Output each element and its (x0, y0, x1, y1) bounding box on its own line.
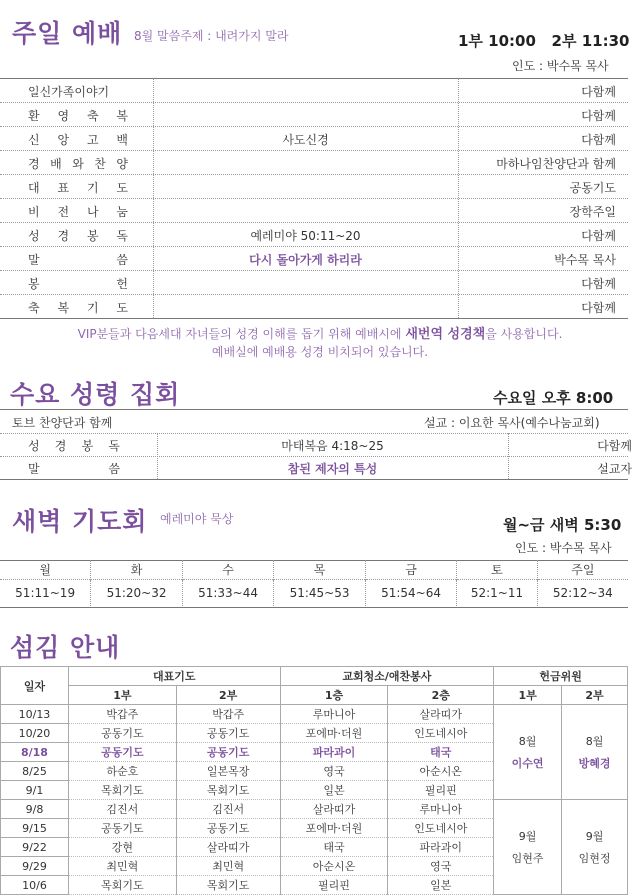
service-cell-f2: 필리핀 (388, 781, 494, 800)
service-cell-p2: 공동기도 (176, 743, 280, 762)
bible-note: VIP분들과 다음세대 자녀들의 성경 이해를 돕기 위해 예배시에 새번역 성경책을 사용합니다. (77, 327, 563, 342)
service-cell-f1: 파라과이 (280, 743, 388, 762)
wednesday-item-leader: 설교자 (597, 462, 632, 476)
service-cell-date: 9/15 (1, 819, 69, 838)
service-cell-f2: 살라띠가 (388, 705, 494, 724)
service-cell-f2: 일본 (388, 876, 494, 895)
service-cell-date: 10/6 (1, 876, 69, 895)
service-cell-f2: 루마니아 (388, 800, 494, 819)
sunday-item-leader: 다함께 (581, 109, 616, 123)
header-rep-1bu: 1부 (68, 686, 176, 705)
service-cell-date: 8/25 (1, 762, 69, 781)
service-cell-date: 9/29 (1, 857, 69, 876)
service-cell-f1: 아순시온 (280, 857, 388, 876)
service-cell-f2: 태국 (388, 743, 494, 762)
service-row (1, 800, 628, 819)
service-cell-p1: 공동기도 (68, 819, 176, 838)
sunday-item-detail: 사도신경 (282, 133, 329, 147)
dawn-day: 화 (91, 560, 183, 580)
service-cell-date: 9/1 (1, 781, 69, 800)
dawn-verse: 51:45~53 (274, 580, 366, 606)
dawn-day: 금 (365, 560, 457, 580)
service-cell-p1: 목회기도 (68, 876, 176, 895)
wednesday-title: 수요 성령 집회 (10, 380, 181, 409)
wednesday-preacher: 설교 : 이요한 목사(예수나눔교회) (424, 416, 600, 430)
service-cell-p1: 목회기도 (68, 781, 176, 800)
sunday-item-label: 대 표 기 도 (28, 181, 128, 195)
dawn-leader: 인도 : 박수목 목사 (515, 541, 612, 555)
sunday-item-leader: 다함께 (581, 301, 616, 315)
service-cell-f2: 영국 (388, 857, 494, 876)
wednesday-item-label: 말 씀 (28, 462, 120, 476)
service-cell-p2: 목회기도 (176, 781, 280, 800)
service-cell-f2: 인도네시아 (388, 819, 494, 838)
sunday-item-leader: 박수목 목사 (554, 253, 616, 267)
header-clean-1f: 1층 (280, 686, 388, 705)
header-offering: 헌금위원 (494, 667, 628, 686)
service-cell-p1: 하순호 (68, 762, 176, 781)
dawn-day: 수 (182, 560, 274, 580)
sunday-leader: 인도 : 박수목 목사 (512, 59, 609, 73)
sunday-item-leader: 다함께 (581, 277, 616, 291)
service-row (1, 705, 628, 724)
sunday-item-leader: 공동기도 (569, 181, 616, 195)
sunday-item-label: 축 복 기 도 (28, 301, 128, 315)
service-cell-p2: 목회기도 (176, 876, 280, 895)
header-representative-prayer: 대표기도 (68, 667, 280, 686)
dawn-verse: 51:20~32 (91, 580, 183, 606)
service-cell-f1: 영국 (280, 762, 388, 781)
service-cell-p2: 살라띠가 (176, 838, 280, 857)
sunday-item-detail: 예레미야 50:11~20 (250, 229, 361, 243)
service-table (0, 666, 628, 895)
dawn-day: 목 (274, 560, 366, 580)
wednesday-item-leader: 다함께 (597, 439, 632, 453)
sunday-item-label: 비 전 나 눔 (28, 205, 128, 219)
offering-aug-2: 8월 방혜경 (562, 705, 628, 800)
service-cell-f1: 포에마·더원 (280, 724, 388, 743)
sunday-item-label: 경 배 와 찬 양 (28, 157, 128, 171)
service-cell-f1: 필리핀 (280, 876, 388, 895)
header-money-2bu: 2부 (562, 686, 628, 705)
service-cell-p1: 김진서 (68, 800, 176, 819)
service-cell-p1: 최민혁 (68, 857, 176, 876)
sunday-title: 주일 예배 (12, 19, 123, 48)
service-cell-f2: 아순시온 (388, 762, 494, 781)
header-money-1bu: 1부 (494, 686, 562, 705)
sunday-item-label: 신 앙 고 백 (28, 133, 128, 147)
dawn-verse: 51:33~44 (182, 580, 274, 606)
dawn-verse: 52:12~34 (552, 586, 613, 600)
bible-note-2: 예배실에 예배용 성경 비치되어 있습니다. (211, 345, 429, 359)
sunday-item-label: 환 영 축 복 (28, 109, 128, 123)
service-cell-f1: 태국 (280, 838, 388, 857)
service-cell-f1: 살라띠가 (280, 800, 388, 819)
service-cell-p1: 공동기도 (68, 724, 176, 743)
service-cell-p2: 최민혁 (176, 857, 280, 876)
service-cell-f1: 포에마·더원 (280, 819, 388, 838)
dawn-subtitle: 예레미야 묵상 (160, 512, 234, 526)
wednesday-item-detail: 참된 제자의 특성 (287, 462, 378, 476)
wednesday-item-detail: 마태복음 4:18~25 (281, 439, 384, 453)
sunday-item-detail: 다시 돌아가게 하리라 (249, 253, 362, 267)
sunday-item-leader: 장학주일 (569, 205, 616, 219)
dawn-day: 월 (0, 560, 91, 580)
service-cell-f1: 일본 (280, 781, 388, 800)
service-cell-p1: 강현 (68, 838, 176, 857)
header-rep-2bu: 2부 (176, 686, 280, 705)
service-cell-f2: 인도네시아 (388, 724, 494, 743)
offering-sep-1: 9월 임현주 (494, 800, 562, 895)
sunday-item-leader: 다함께 (581, 133, 616, 147)
service-cell-date: 9/22 (1, 838, 69, 857)
sunday-theme: 8월 말씀주제 : 내려가지 말라 (134, 29, 289, 43)
dawn-verse: 51:54~64 (365, 580, 457, 606)
service-cell-p1: 박갑주 (68, 705, 176, 724)
service-cell-date: 9/8 (1, 800, 69, 819)
service-cell-p2: 공동기도 (176, 819, 280, 838)
service-cell-p2: 박갑주 (176, 705, 280, 724)
dawn-verse: 51:11~19 (0, 580, 91, 606)
dawn-title: 새벽 기도회 (12, 507, 148, 536)
sunday-item-label: 성 경 봉 독 (28, 229, 128, 243)
service-cell-p2: 김진서 (176, 800, 280, 819)
sunday-item-leader: 다함께 (581, 229, 616, 243)
service-cell-p1: 공동기도 (68, 743, 176, 762)
sunday-item-leader: 다함께 (581, 85, 616, 99)
offering-aug-1: 8월 이수연 (494, 705, 562, 800)
dawn-day: 주일 (571, 563, 595, 577)
wednesday-time: 수요일 오후 8:00 (493, 389, 614, 407)
dawn-day: 토 (457, 560, 537, 580)
service-cell-p2: 공동기도 (176, 724, 280, 743)
sunday-item-label: 일신가족이야기 (28, 85, 110, 99)
dawn-schedule-table (0, 560, 628, 606)
header-cleaning: 교회청소/애찬봉사 (280, 667, 494, 686)
sunday-times: 1부 10:00 2부 11:30 (458, 32, 630, 50)
wednesday-item-label: 성 경 봉 독 (28, 439, 120, 453)
sunday-item-leader: 마하나임찬양단과 함께 (496, 157, 616, 171)
service-title: 섬김 안내 (10, 633, 121, 662)
service-cell-date: 10/20 (1, 724, 69, 743)
sunday-item-label: 말 씀 (28, 253, 128, 267)
service-cell-date: 8/18 (1, 743, 69, 762)
service-cell-f1: 루마니아 (280, 705, 388, 724)
header-date: 일자 (1, 667, 69, 705)
dawn-time: 월~금 새벽 5:30 (503, 516, 622, 534)
dawn-verse: 52:1~11 (457, 580, 537, 606)
header-clean-2f: 2층 (388, 686, 494, 705)
service-cell-f2: 파라과이 (388, 838, 494, 857)
wednesday-praise: 토브 찬양단과 함께 (12, 416, 113, 430)
sunday-item-label: 봉 헌 (28, 277, 128, 291)
offering-sep-2: 9월 임현정 (562, 800, 628, 895)
service-cell-p2: 일본목장 (176, 762, 280, 781)
service-cell-date: 10/13 (1, 705, 69, 724)
